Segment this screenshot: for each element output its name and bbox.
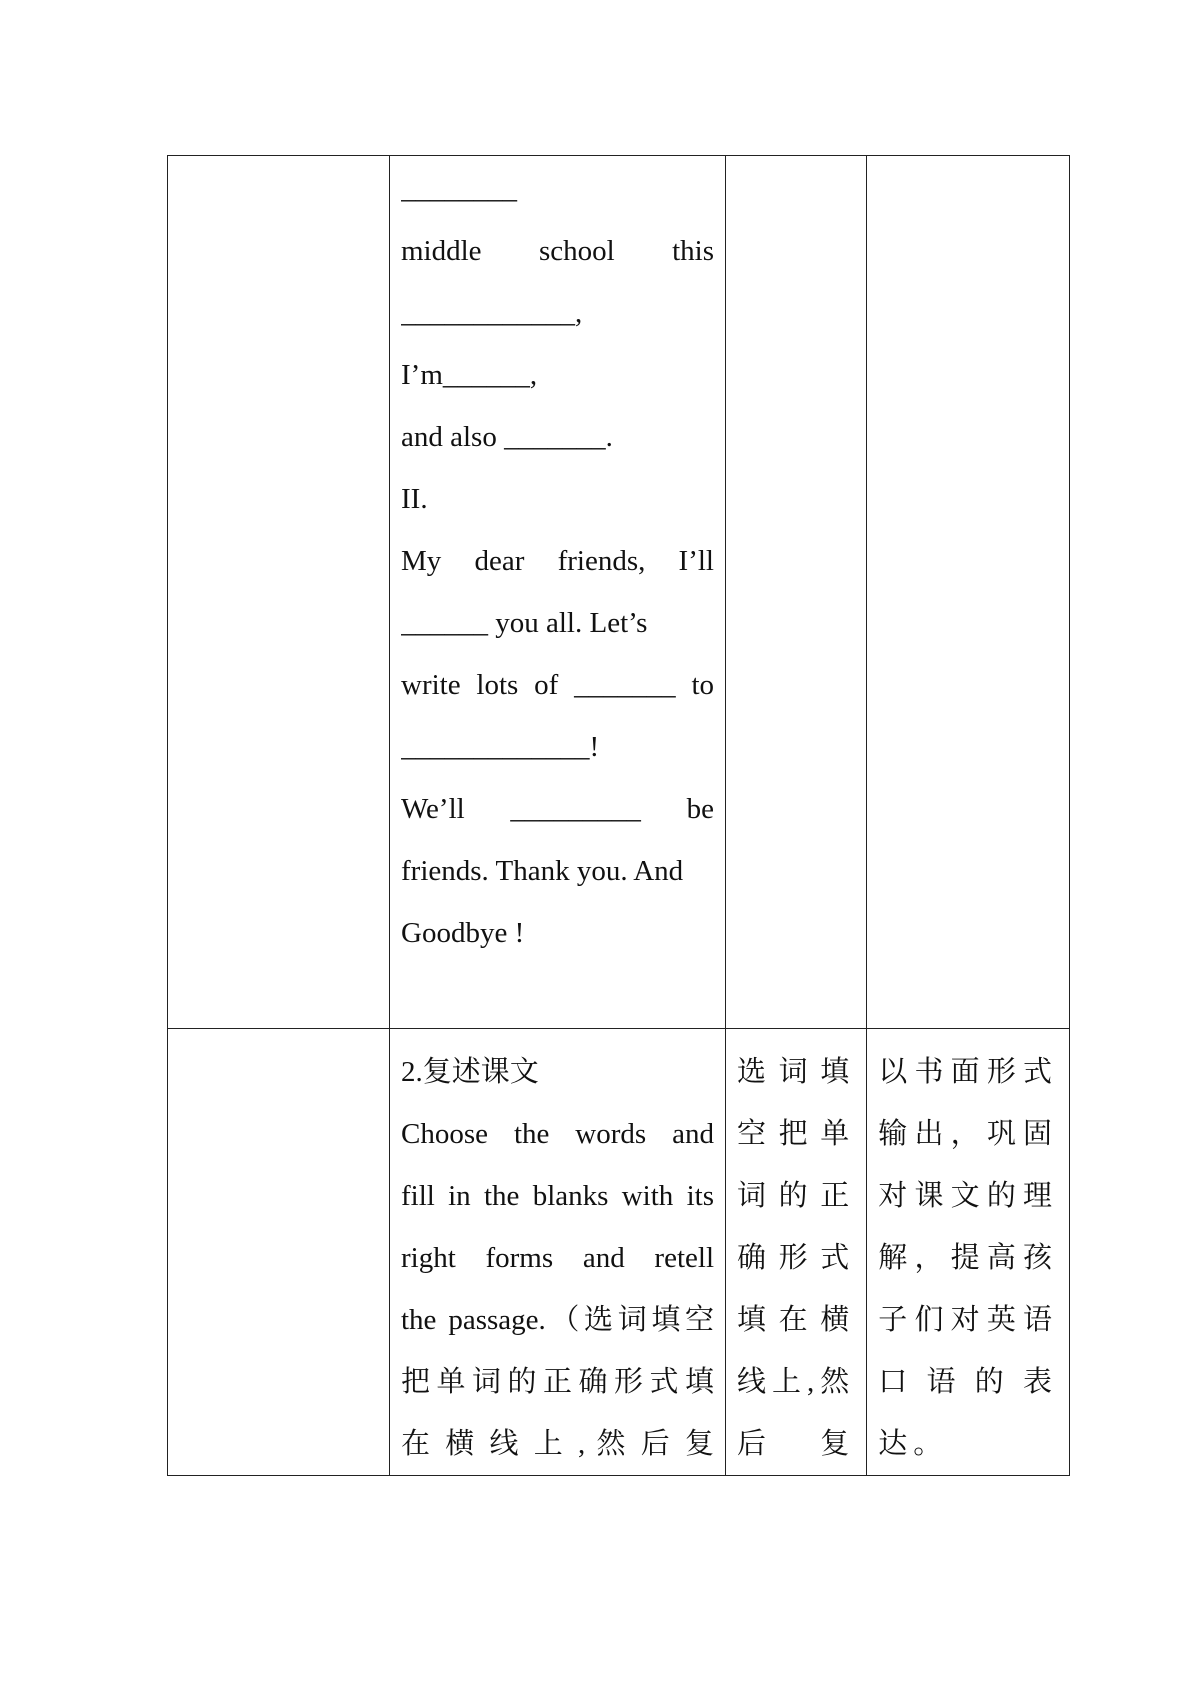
purpose-line: 对课文的理 bbox=[878, 1180, 1059, 1212]
content-line: ______ you all. Let’s bbox=[401, 607, 648, 639]
activity-cell bbox=[726, 156, 867, 1029]
activity-line: 填在横 bbox=[737, 1304, 856, 1336]
purpose-line: 子们对英语 bbox=[878, 1304, 1059, 1336]
activity-line: 空把单 bbox=[737, 1118, 856, 1150]
activity-line: 后 复 bbox=[737, 1428, 856, 1460]
table-row bbox=[168, 156, 1070, 1029]
purpose-line: 输出，巩固 bbox=[878, 1118, 1059, 1150]
step-cell bbox=[168, 1029, 390, 1476]
content-line: right forms and retell bbox=[401, 1242, 714, 1274]
step-cell bbox=[168, 156, 390, 1029]
purpose-cell bbox=[867, 1029, 1070, 1476]
content-line: _____________! bbox=[401, 731, 600, 763]
content-line: write lots of _______ to bbox=[401, 669, 714, 701]
content-cell bbox=[390, 156, 726, 1029]
purpose-line: 解，提高孩 bbox=[878, 1242, 1059, 1274]
content-line: Goodbye ! bbox=[401, 917, 525, 949]
activity-line: 线上,然 bbox=[737, 1366, 856, 1398]
lesson-plan-table bbox=[167, 155, 1070, 1476]
purpose-line: 达。 bbox=[878, 1428, 949, 1460]
content-line: II. bbox=[401, 483, 428, 515]
purpose-line: 口 语 的 表 bbox=[878, 1366, 1059, 1398]
content-line: friends. Thank you. And bbox=[401, 855, 684, 887]
content-line: 2.复述课文 bbox=[401, 1056, 539, 1088]
content-line: ________ bbox=[401, 173, 517, 205]
activity-cell bbox=[726, 1029, 867, 1476]
table-row bbox=[168, 1029, 1070, 1476]
purpose-line: 以书面形式 bbox=[878, 1056, 1059, 1088]
content-line: Choose the words and bbox=[401, 1118, 714, 1150]
activity-line: 词的正 bbox=[737, 1180, 856, 1212]
content-cell bbox=[390, 1029, 726, 1476]
purpose-cell bbox=[867, 156, 1070, 1029]
content-line: middle school this bbox=[401, 235, 714, 267]
content-line: fill in the blanks with its bbox=[401, 1180, 714, 1212]
activity-line: 选词填 bbox=[737, 1056, 856, 1088]
content-line: 在 横 线 上 , 然 后 复 bbox=[401, 1428, 714, 1460]
content-line: We’ll _________ be bbox=[401, 793, 714, 825]
content-line: 把单词的正确形式填 bbox=[401, 1366, 714, 1398]
content-line: My dear friends, I’ll bbox=[401, 545, 714, 577]
content-line: the passage.（选词填空 bbox=[401, 1304, 714, 1336]
content-line: and also _______. bbox=[401, 421, 613, 453]
content-line: ____________, bbox=[401, 297, 583, 329]
content-line: I’m______, bbox=[401, 359, 538, 391]
activity-line: 确形式 bbox=[737, 1242, 856, 1274]
